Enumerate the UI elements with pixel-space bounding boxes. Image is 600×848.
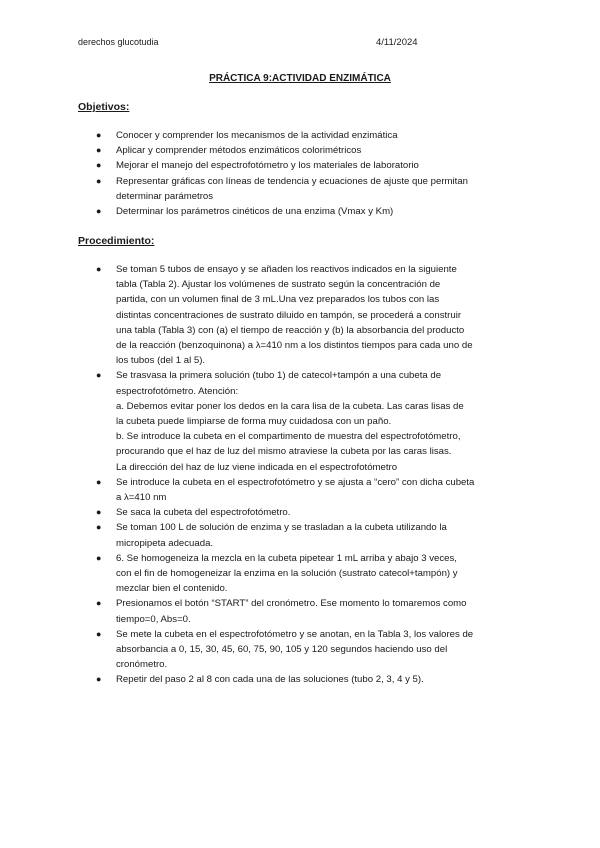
objective-item	[78, 158, 528, 173]
objective-item	[78, 143, 528, 158]
bullet-icon: ●	[96, 507, 102, 518]
list-item-line: Repetir del paso 2 al 8 con cada una de las soluciones (tubo 2, 3, 4 y 5).	[116, 674, 424, 686]
list-item-line: Se toman 5 tubos de ensayo y se añaden los reactivos indicados en la siguiente	[116, 264, 457, 275]
bullet-icon: ●	[96, 175, 102, 186]
list-item-line: procurando que el haz de luz del mismo atraviese la cubeta por las caras lisas.	[116, 446, 452, 458]
list-item-line: Se introduce la cubeta en el espectrofotómetro y se ajusta a “cero” con dicha cubeta	[116, 476, 475, 488]
list-item-line: tabla (Tabla 2). Ajustar los volúmenes de sustrato según la concentración de	[116, 279, 441, 291]
list-item-line: Conocer y comprender los mecanismos de la actividad enzimática	[116, 130, 398, 141]
list-item-line: mezclar bien el contenido.	[116, 583, 228, 595]
list-item-line: Determinar los parámetros cinéticos de una enzima (Vmax y Km)	[116, 206, 394, 218]
list-item-line: los tubos (del 1 al 5).	[116, 355, 206, 367]
list-item-line: de la reacción (benzoquinona) a λ=410 nm a los distintos tiempos para cada uno de	[116, 340, 473, 352]
objectives-list	[78, 128, 528, 219]
procedure-step	[78, 551, 528, 597]
objective-item	[78, 174, 528, 204]
list-item-line: Se mete la cubeta en el espectrofotómetro y se anotan, en la Tabla 3, los valores de	[116, 628, 474, 640]
list-item-line: distintas concentraciones de sustrato diluido en tampón, se procederá a construir	[116, 309, 462, 321]
page-title: PRÁCTICA 9:ACTIVIDAD ENZIMÁTICA	[209, 73, 391, 84]
bullet-icon: ●	[96, 206, 102, 217]
bullet-icon: ●	[96, 130, 102, 140]
list-item-line: Presionamos el botón “START” del cronómetro. Ese momento lo tomaremos como	[116, 598, 467, 610]
procedure-step	[78, 368, 528, 474]
list-item-line: a. Debemos evitar poner los dedos en la cara lisa de la cubeta. Las caras lisas de	[116, 400, 464, 412]
procedure-step	[78, 262, 528, 368]
list-item-line: La dirección del haz de luz viene indicada en el espectrofotómetro	[116, 461, 398, 473]
bullet-icon: ●	[96, 264, 102, 274]
bullet-icon: ●	[96, 370, 102, 381]
header-date: 4/11/2024	[376, 37, 418, 48]
list-item-line: partida, con un volumen final de 3 mL.Una vez preparados los tubos con las	[116, 294, 440, 306]
procedure-step	[78, 520, 528, 550]
procedure-step	[78, 672, 528, 687]
bullet-icon: ●	[96, 674, 102, 685]
list-item-line: Aplicar y comprender métodos enzimáticos colorimétricos	[116, 145, 362, 157]
objective-item	[78, 204, 528, 219]
list-item-line: la cubeta puede limpiarse de forma muy cuidadosa con un paño.	[116, 416, 392, 428]
procedure-step	[78, 475, 528, 505]
procedure-step	[78, 596, 528, 626]
procedure-step	[78, 505, 528, 520]
list-item-line: micropipeta adecuada.	[116, 537, 214, 549]
bullet-icon: ●	[96, 628, 102, 639]
list-item-line: una tabla (Tabla 3) con (a) el tiempo de reacción y (b) la absorbancia del producto	[116, 324, 465, 336]
procedure-step	[78, 627, 528, 673]
list-item-line: 6. Se homogeneiza la mezcla en la cubeta pipetear 1 mL arriba y abajo 3 veces,	[116, 552, 457, 564]
list-item-line: Mejorar el manejo del espectrofotómetro y los materiales de laboratorio	[116, 160, 419, 172]
list-item-line: espectrofotómetro. Atención:	[116, 385, 239, 397]
objectives-heading: Objetivos:	[78, 101, 130, 113]
procedure-list	[78, 262, 528, 688]
list-item-line: determinar parámetros	[116, 190, 214, 202]
bullet-icon: ●	[96, 552, 102, 563]
list-item-line: b. Se introduce la cubeta en el compartimento de muestra del espectrofotómetro,	[116, 431, 461, 443]
list-item-line: Se trasvasa la primera solución (tubo 1) de catecol+tampón a una cubeta de	[116, 370, 442, 382]
bullet-icon: ●	[96, 145, 102, 156]
list-item-line: con el fin de homogeneizar la enzima en la solución (sustrato catecol+tampón) y	[116, 568, 458, 580]
header-author: derechos glucotudia	[78, 37, 159, 47]
list-item-line: cronómetro.	[116, 659, 168, 671]
bullet-icon: ●	[96, 160, 102, 171]
list-item-line: a λ=410 nm	[116, 492, 167, 504]
objective-item	[78, 128, 528, 143]
list-item-line: tiempo=0, Abs=0.	[116, 613, 191, 625]
bullet-icon: ●	[96, 522, 102, 533]
bullet-icon: ●	[96, 598, 102, 609]
list-item-line: Se saca la cubeta del espectrofotómetro.	[116, 507, 291, 519]
list-item-line: absorbancia a 0, 15, 30, 45, 60, 75, 90, 105 y 120 segundos haciendo uso del	[116, 644, 448, 656]
list-item-line: Representar gráficas con líneas de tendencia y ecuaciones de ajuste que permitan	[116, 175, 468, 187]
bullet-icon: ●	[96, 476, 102, 487]
list-item-line: Se toman 100 L de solución de enzima y se trasladan a la cubeta utilizando la	[116, 522, 447, 534]
procedure-heading: Procedimiento:	[78, 235, 155, 247]
